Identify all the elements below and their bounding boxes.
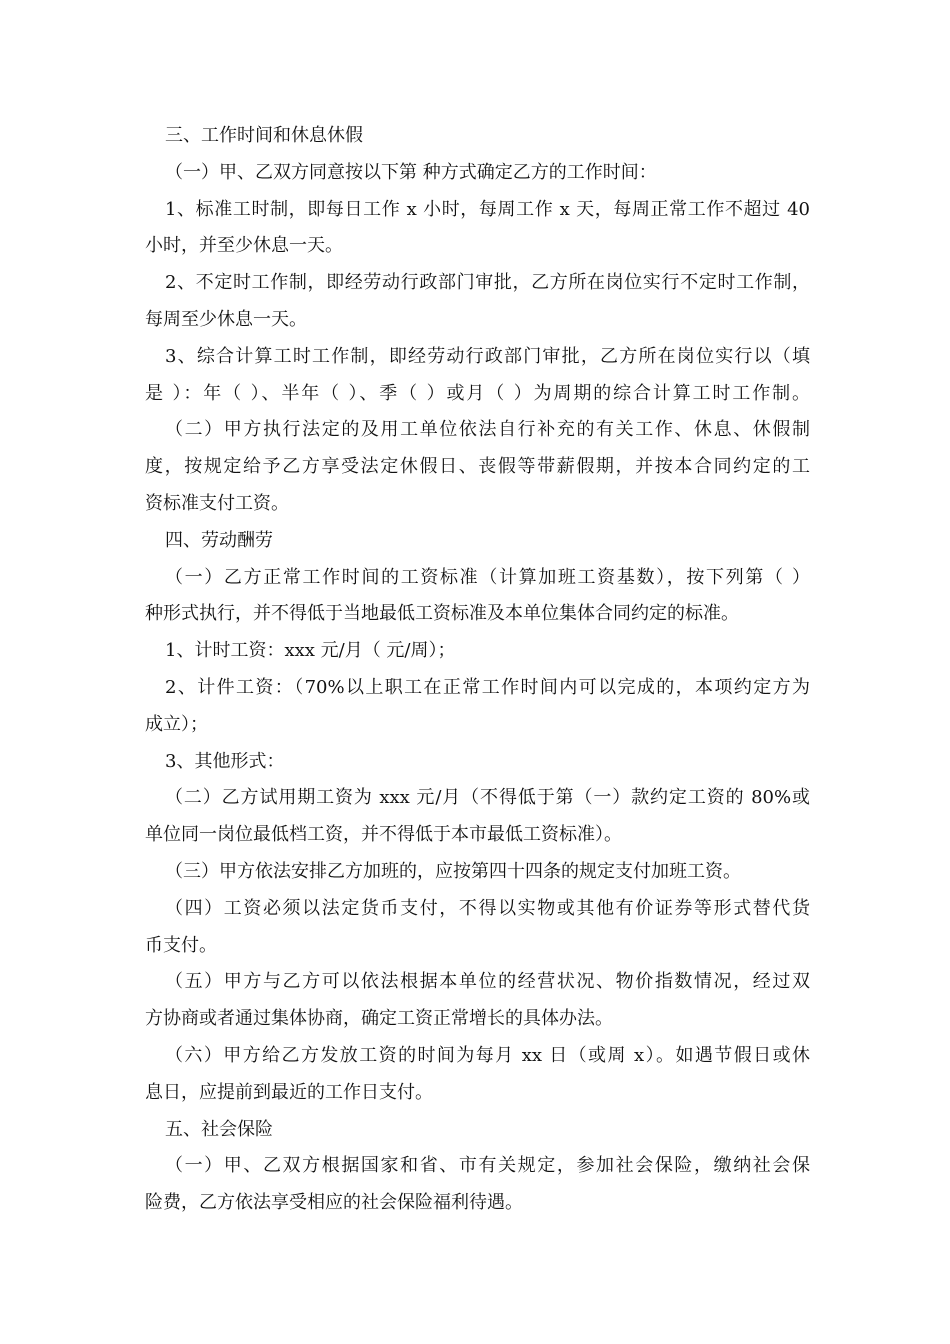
paragraph-line: 成立）； <box>145 713 208 735</box>
paragraph-line: （六）甲方给乙方发放工资的时间为每月 xx 日（或周 x）。如遇节假日或休 <box>165 1044 810 1066</box>
paragraph-line: （五）甲方与乙方可以依法根据本单位的经营状况、物价指数情况，经过双 <box>165 971 810 993</box>
paragraph-line: 险费，乙方依法享受相应的社会保险福利待遇。 <box>145 1192 523 1214</box>
section-heading: 三、工作时间和休息休假 <box>165 125 363 146</box>
paragraph-line: （二）甲方执行法定的及用工单位依法自行补充的有关工作、休息、休假制 <box>165 419 810 441</box>
paragraph-line: （二）乙方试用期工资为 xxx 元/月（不得低于第（一）款约定工资的 80%或 <box>165 787 810 809</box>
paragraph-line: 1、标准工时制，即每日工作 x 小时，每周工作 x 天，每周正常工作不超过 40 <box>165 198 810 220</box>
section-heading: 四、劳动酬劳 <box>165 529 273 551</box>
paragraph-line: 币支付。 <box>145 934 217 956</box>
paragraph-line: 3、其他形式： <box>165 750 285 772</box>
paragraph-line: 2、计件工资：（70%以上职工在正常工作时间内可以完成的，本项约定方为 <box>165 676 810 698</box>
paragraph-line: （一）乙方正常工作时间的工资标准（计算加班工资基数），按下列第（ ） <box>165 566 810 588</box>
paragraph-line: （四）工资必须以法定货币支付，不得以实物或其他有价证券等形式替代货 <box>165 897 810 919</box>
paragraph-line: 小时，并至少休息一天。 <box>145 235 343 257</box>
document-body <box>145 118 810 1222</box>
paragraph-line: 息日，应提前到最近的工作日支付。 <box>145 1081 433 1103</box>
paragraph-line: 每周至少休息一天。 <box>145 308 307 330</box>
section-heading: 五、社会保险 <box>165 1118 273 1140</box>
paragraph-line: 1、计时工资：xxx 元/月（ 元/周）； <box>165 640 456 662</box>
paragraph-line: （三）甲方依法安排乙方加班的，应按第四十四条的规定支付加班工资。 <box>165 860 741 882</box>
paragraph-line: 是 ）：年（ ）、半年（ ）、季（ ）或月（ ）为周期的综合计算工时工作制。 <box>145 382 810 404</box>
paragraph-line: 3、综合计算工时工作制，即经劳动行政部门审批，乙方所在岗位实行以（填 <box>165 345 810 367</box>
paragraph-line: 单位同一岗位最低档工资，并不得低于本市最低工资标准）。 <box>145 824 622 846</box>
paragraph-line: （一）甲、乙双方根据国家和省、市有关规定，参加社会保险，缴纳社会保 <box>165 1155 810 1177</box>
paragraph-line: 度，按规定给予乙方享受法定休假日、丧假等带薪假期，并按本合同约定的工 <box>145 456 810 478</box>
paragraph-line: 方协商或者通过集体协商，确定工资正常增长的具体办法。 <box>145 1008 613 1030</box>
paragraph-line: 种形式执行，并不得低于当地最低工资标准及本单位集体合同约定的标准。 <box>145 603 739 625</box>
paragraph-line: 资标准支付工资。 <box>145 492 289 514</box>
paragraph-line: （一）甲、乙双方同意按以下第 种方式确定乙方的工作时间： <box>165 161 657 183</box>
paragraph-line: 2、不定时工作制，即经劳动行政部门审批，乙方所在岗位实行不定时工作制， <box>165 272 810 294</box>
